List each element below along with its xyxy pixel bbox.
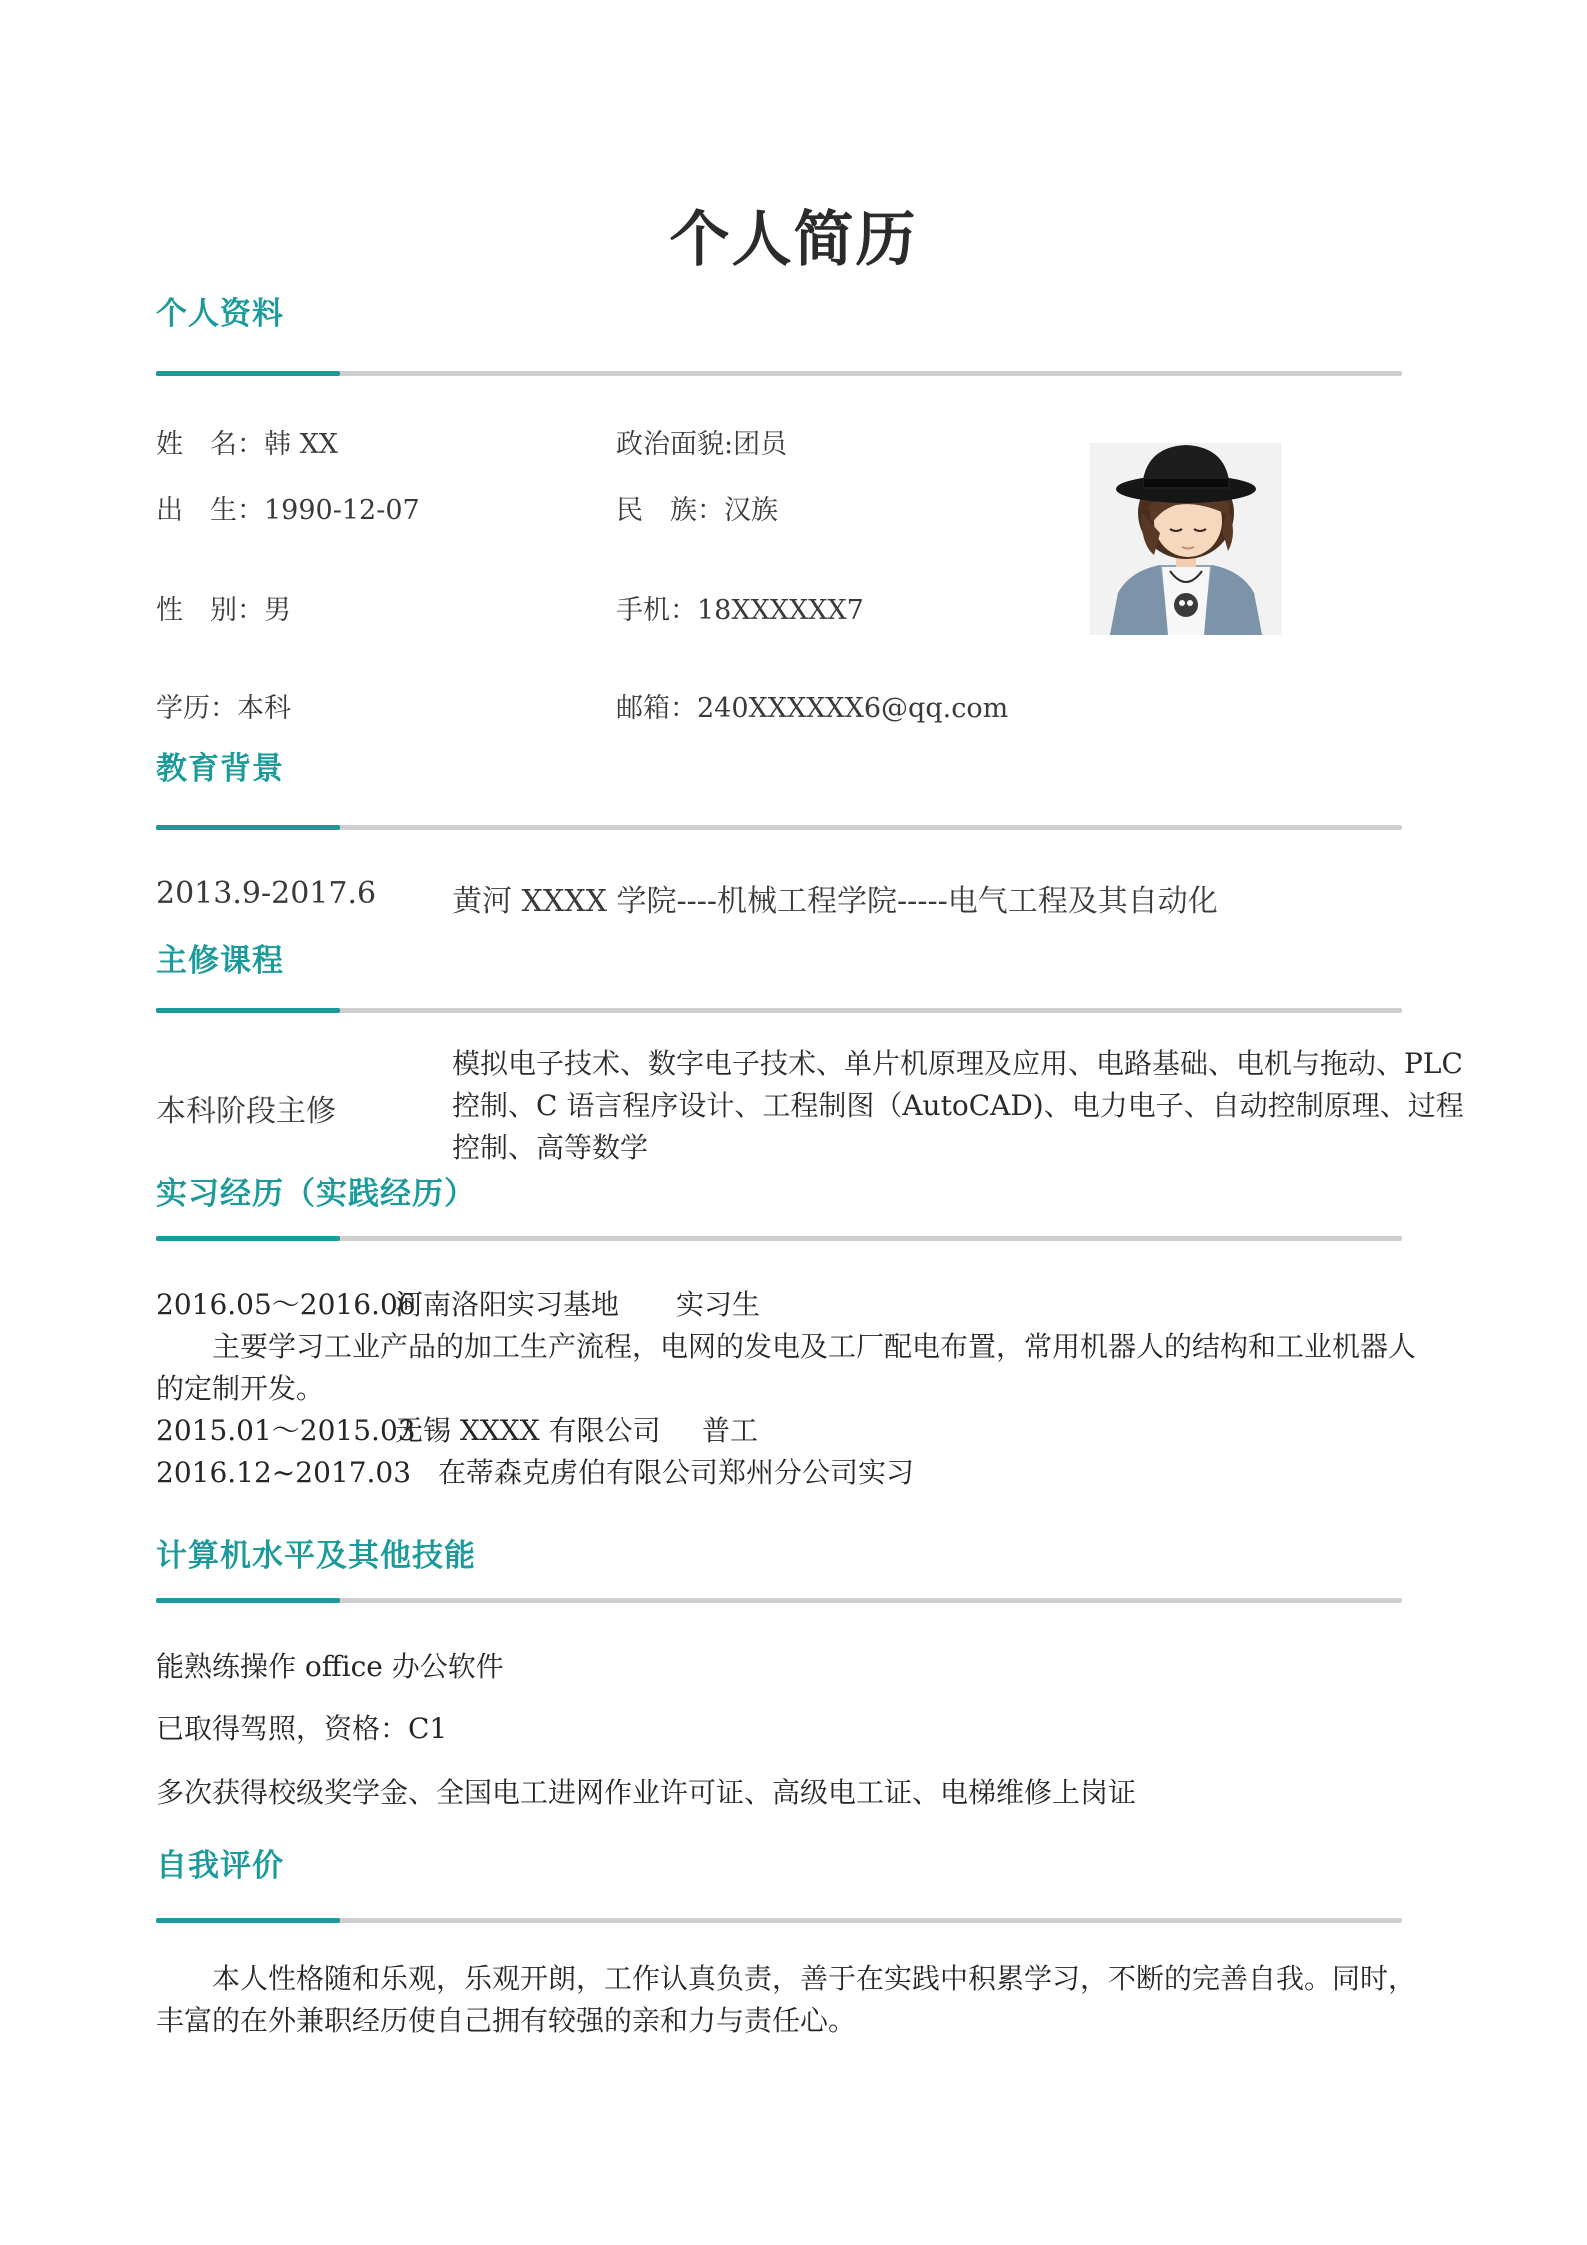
field-name: 姓 名：韩 XX [156,429,339,460]
section-title-education: 教育背景 [156,751,284,787]
section-title-personal: 个人资料 [156,296,284,332]
self-eval-text: 本人性格随和乐观，乐观开朗，工作认真负责，善于在实践中积累学习，不断的完善自我。同时， [212,1962,1417,1995]
section-title-skills: 计算机水平及其他技能 [156,1538,476,1574]
skill-item: 已取得驾照，资格：C1 [156,1712,448,1745]
job2-company: 无锡 XXXX 有限公司 [395,1414,661,1447]
field-phone: 手机：18XXXXXX7 [616,595,864,626]
portrait-illustration [1090,443,1282,635]
section-title-internship: 实习经历（实践经历） [156,1176,476,1212]
courses-line: 控制、高等数学 [452,1131,649,1164]
job3-description: 在蒂森克虏伯有限公司郑州分公司实习 [438,1456,915,1489]
section-title-self-eval: 自我评价 [156,1848,284,1884]
skill-item: 能熟练操作 office 办公软件 [156,1650,504,1683]
courses-list [452,1043,1464,1169]
field-ethnicity: 民 族：汉族 [616,495,778,526]
job1-role: 实习生 [676,1288,761,1321]
document-title: 个人简历 [669,205,918,275]
job1-description: 主要学习工业产品的加工生产流程，电网的发电及工厂配电布置，常用机器人的结构和工业机器人 [212,1330,1417,1363]
job2-date: 2015.01～2015.03 [156,1414,416,1447]
courses-line: 控制、C 语言程序设计、工程制图（AutoCAD)、电力电子、自动控制原理、过程 [452,1089,1464,1122]
section-divider-self-eval [156,1918,1402,1923]
job1-company: 河南洛阳实习基地 [395,1288,620,1321]
field-politics: 政治面貌:团员 [616,429,788,460]
field-birth: 出 生：1990-12-07 [156,495,420,526]
field-gender: 性 别：男 [156,595,291,626]
section-divider-skills [156,1598,1402,1603]
courses-label: 本科阶段主修 [156,1094,336,1129]
courses-line: 模拟电子技术、数字电子技术、单片机原理及应用、电路基础、电机与拖动、PLC [452,1047,1463,1080]
self-eval-text-cont: 丰富的在外兼职经历使自己拥有较强的亲和力与责任心。 [156,2004,857,2037]
section-divider-courses [156,1008,1402,1013]
job1-description-cont: 的定制开发。 [156,1372,325,1405]
section-divider-personal [156,371,1402,376]
job3-date: 2016.12~2017.03 [156,1456,412,1489]
section-divider-internship [156,1236,1402,1241]
portrait-photo [1090,443,1282,635]
field-email: 邮箱：240XXXXXX6@qq.com [616,693,1009,724]
education-detail: 黄河 XXXX 学院----机械工程学院-----电气工程及其自动化 [452,884,1218,919]
section-divider-education [156,825,1402,830]
skill-item: 多次获得校级奖学金、全国电工进网作业许可证、高级电工证、电梯维修上岗证 [156,1776,1137,1809]
job2-role: 普工 [702,1414,759,1447]
field-degree: 学历：本科 [156,693,291,724]
job1-date: 2016.05～2016.06 [156,1288,416,1321]
education-period: 2013.9-2017.6 [156,876,377,911]
section-title-courses: 主修课程 [156,943,284,979]
